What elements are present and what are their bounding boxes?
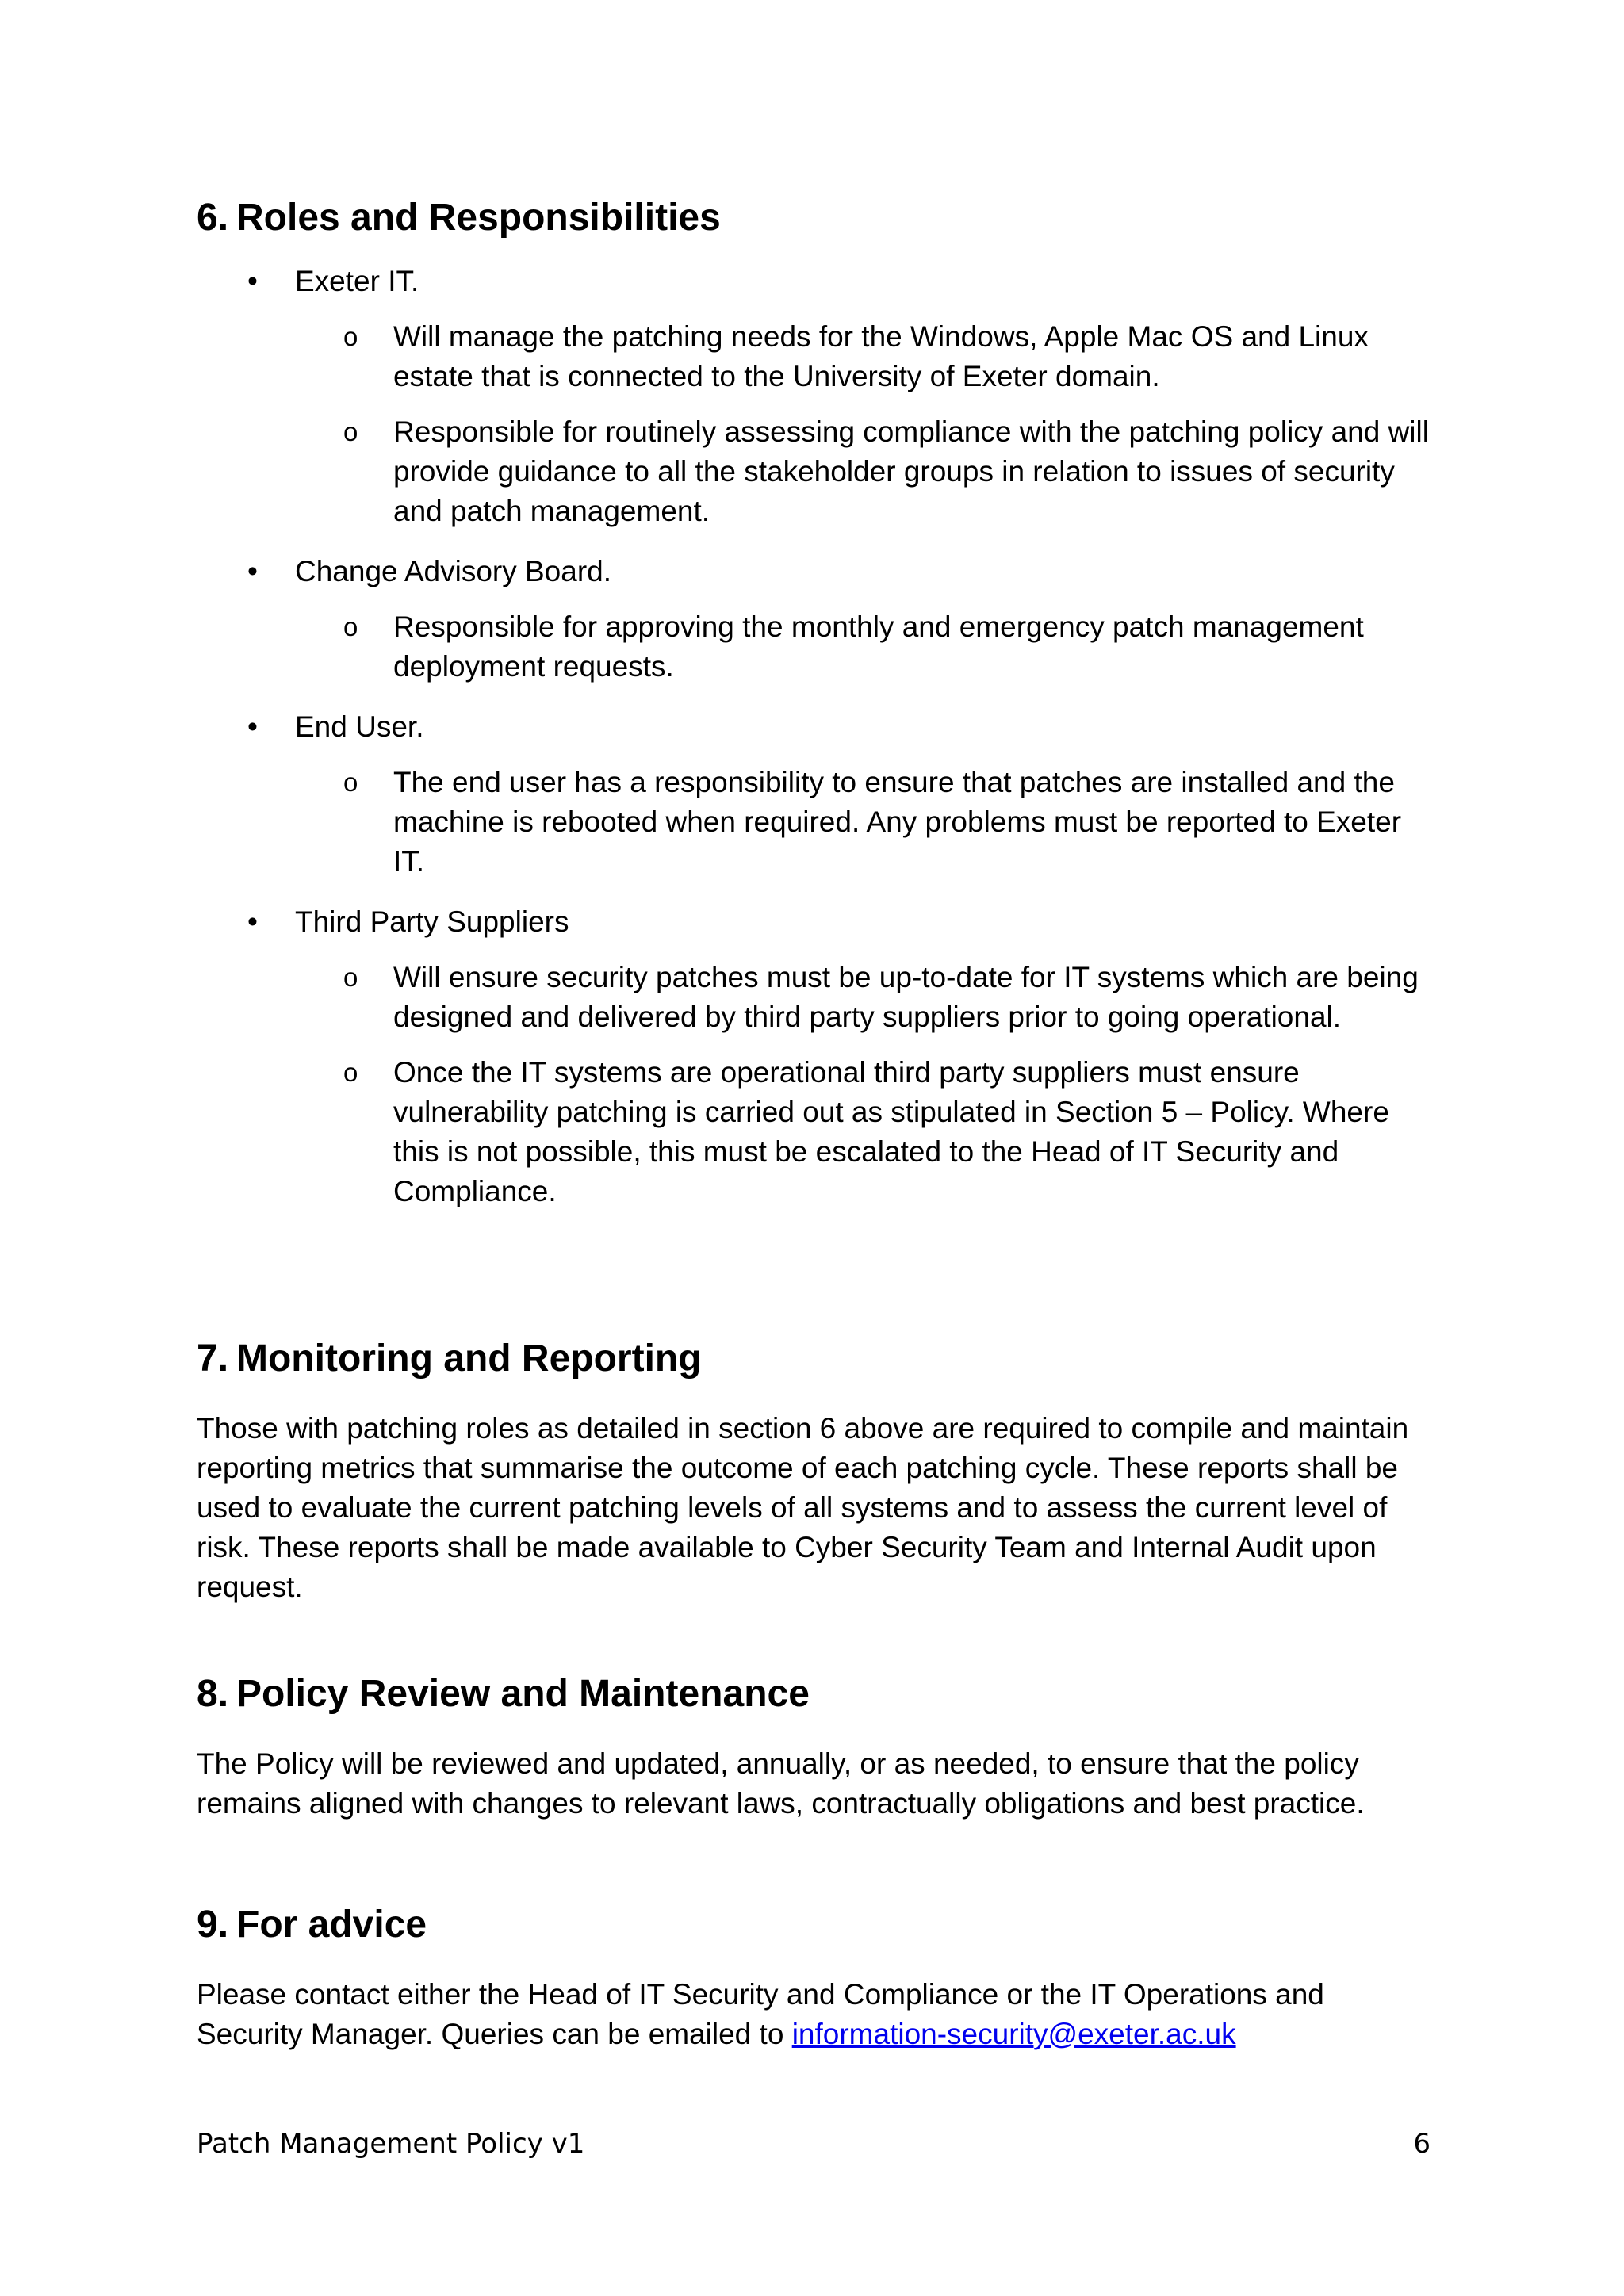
sub-bullet-icon: o (343, 321, 358, 351)
section-advice (197, 1902, 1434, 2054)
page-number: 6 (1413, 2128, 1431, 2160)
role-sub-text: Will manage the patching needs for the Windows, Apple Mac OS and Linux estate that is connected to the University of Exeter domain. (393, 320, 1369, 392)
role-label: Change Advisory Board. (295, 554, 612, 587)
sub-bullet-icon: o (343, 962, 358, 992)
role-sub-list (197, 317, 1434, 531)
sub-bullet-icon: o (343, 767, 358, 797)
role-sub-text: The end user has a responsibility to ensure that patches are installed and the machine is rebooted when required. Any problems must be reported to Exeter IT. (393, 765, 1402, 878)
section-heading (197, 1902, 1434, 1948)
bullet-icon: • (247, 264, 258, 297)
footer-title: Patch Management Policy v1 (197, 2128, 585, 2160)
section-number: 9. (197, 1904, 229, 1946)
section-policy-review (197, 1671, 1434, 1823)
bullet-icon: • (247, 710, 258, 743)
email-link[interactable]: information-security@exeter.ac.uk (791, 2017, 1236, 2050)
section-heading (197, 1336, 1434, 1382)
section-monitoring (197, 1336, 1434, 1607)
role-sub-item (197, 412, 1434, 531)
sub-bullet-icon: o (343, 1057, 358, 1087)
role-sub-list (197, 607, 1434, 687)
role-sub-text: Responsible for approving the monthly and emergency patch management deployment requests. (393, 610, 1364, 683)
section-number: 6. (197, 197, 229, 239)
role-sub-item (197, 317, 1434, 396)
sub-bullet-icon: o (343, 416, 358, 446)
role-sub-item (197, 763, 1434, 882)
section-body: The Policy will be reviewed and updated, annually, or as needed, to ensure that the policy remains aligned with changes to relevant laws, contractually obligations and best practice. (197, 1747, 1365, 1820)
section-title: For advice (236, 1904, 427, 1946)
section-body: Those with patching roles as detailed in section 6 above are required to compile and maintain reporting metrics that summarise the outcome of each patching cycle. These reports shall be used to evaluate the current patching levels of all systems and to assess the current level of risk. These reports shall be made available to Cyber Security Team and Internal Audit upon request. (197, 1411, 1409, 1603)
section-number: 8. (197, 1673, 229, 1715)
section-roles (197, 195, 1434, 1211)
role-sub-text: Responsible for routinely assessing compliance with the patching policy and will provide guidance to all the stakeholder groups in relation to issues of security and patch management. (393, 415, 1429, 527)
advice-text: Please contact either the Head of IT Security and Compliance or the IT Operations and Security Manager. Queries can be emailed to (197, 1977, 1324, 2050)
section-body (197, 1975, 1434, 2054)
section-heading (197, 1671, 1434, 1717)
role-sub-text: Will ensure security patches must be up-to-date for IT systems which are being designed and delivered by third party suppliers prior to going operational. (393, 960, 1419, 1033)
role-sub-text: Once the IT systems are operational third party suppliers must ensure vulnerability patching is carried out as stipulated in Section 5 – Policy. Where this is not possible, this must be escalated to the Head of IT Security and Compliance. (393, 1055, 1389, 1207)
section-title: Policy Review and Maintenance (236, 1673, 810, 1715)
role-label: Exeter IT. (295, 264, 419, 297)
role-item-change-advisory-board (197, 552, 1434, 687)
roles-list (197, 262, 1434, 1211)
role-item-exeter-it (197, 262, 1434, 531)
section-title: Roles and Responsibilities (236, 197, 721, 239)
role-item-third-party-suppliers (197, 902, 1434, 1211)
role-label: Third Party Suppliers (295, 905, 569, 938)
page-footer (197, 2128, 1431, 2160)
bullet-icon: • (247, 554, 258, 587)
role-sub-item (197, 1053, 1434, 1211)
bullet-icon: • (247, 905, 258, 938)
section-title: Monitoring and Reporting (236, 1337, 702, 1380)
role-sub-list (197, 763, 1434, 882)
sub-bullet-icon: o (343, 611, 358, 641)
role-item-end-user (197, 707, 1434, 882)
role-sub-item (197, 607, 1434, 687)
section-number: 7. (197, 1337, 229, 1380)
role-sub-item (197, 958, 1434, 1037)
role-sub-list (197, 958, 1434, 1211)
role-label: End User. (295, 710, 424, 743)
section-heading (197, 195, 1434, 241)
